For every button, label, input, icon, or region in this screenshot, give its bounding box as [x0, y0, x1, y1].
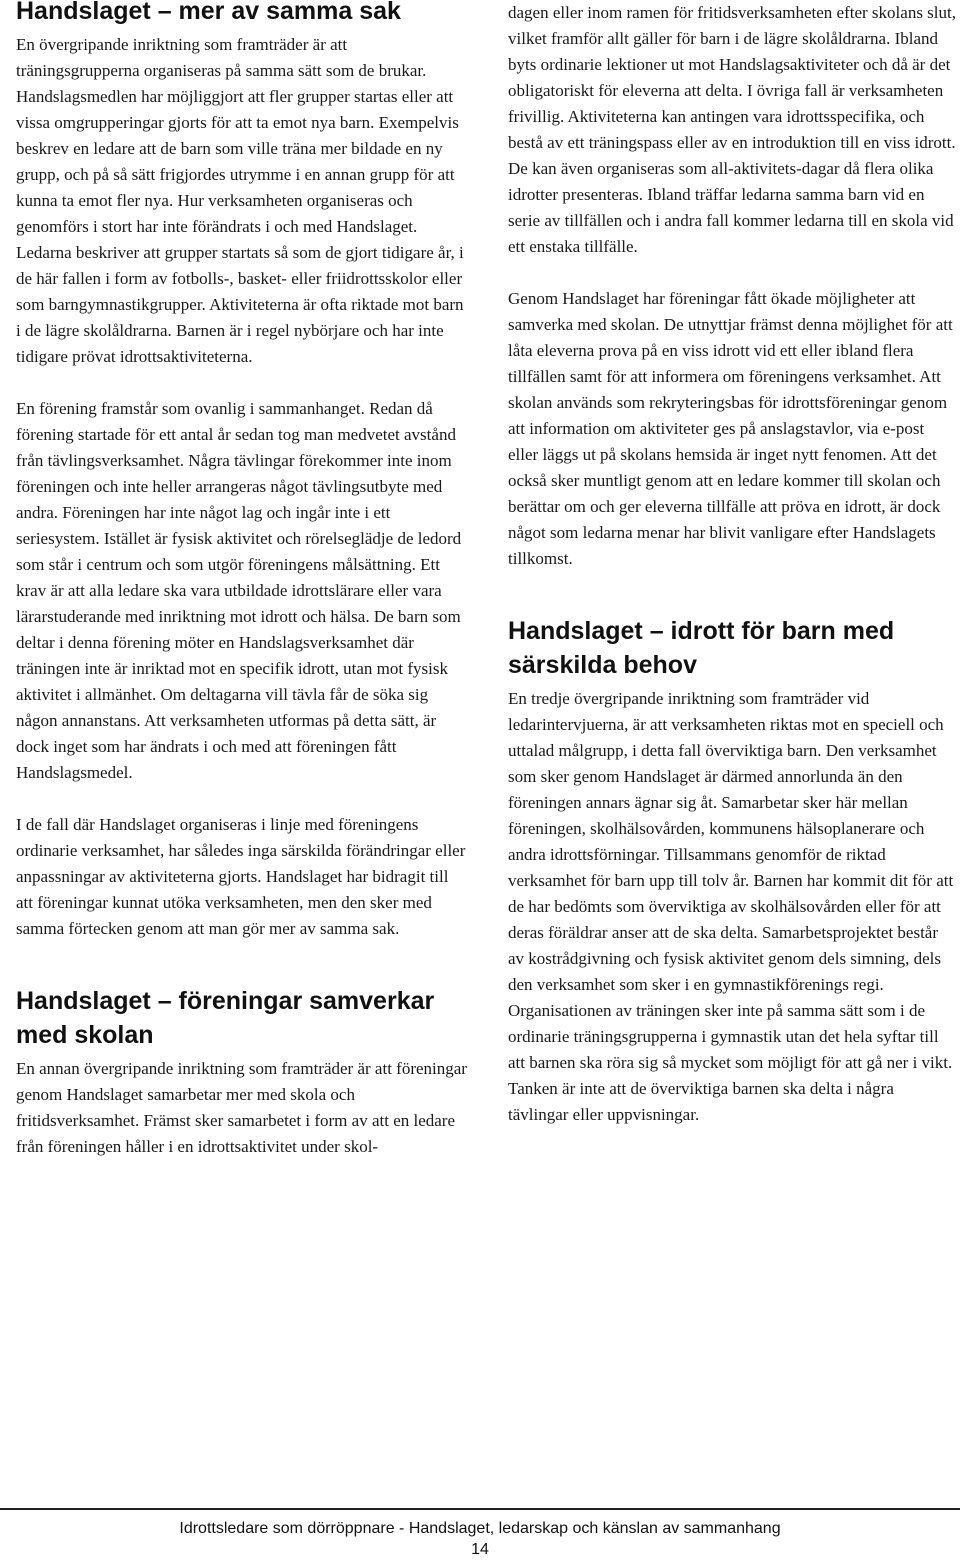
section-gap: [508, 572, 958, 614]
paragraph-gap: [16, 370, 468, 396]
section-heading-special-needs: Handslaget – idrott för barn med särskilda behov: [508, 617, 895, 679]
paragraph: dagen eller inom ramen för fritidsverksamheten efter skolans slut, vilket framför allt gäller för barn i de lägre skolåldrarna. Ibland byts ordinarie lektioner ut mot Handslagsaktiviteter och då är det obligatoriskt för eleverna att delta. I övriga fall är verksamheten frivillig. Aktiviteterna kan antingen vara idrottsspecifika, och bestå av ett träningspass eller av en introduktion till en viss idrott. De kan även organiseras som all-aktivitets-dagar då flera olika idrotter presenteras. Ibland träffar ledarna samma barn vid en serie av tillfällen och i andra fall kommer ledarna till en skola vid ett enstaka tillfälle.: [508, 3, 956, 256]
page-number: 14: [471, 1541, 489, 1558]
paragraph: En övergripande inriktning som framträder är att träningsgrupperna organiseras på samma sätt som de brukar. Handslagsmedlen har möjliggjort att fler grupper startas eller att vissa omgrupperingar gjorts för att ta emot nya barn. Exempelvis beskrev en ledare att de barn som ville träna mer bildade en ny grupp, och på så sätt frigjordes utrymme i en annan grupp för att kunna ta emot fler nya. Hur verksamheten organiseras och genomförs i stort har inte förändrats i och med Handslaget. Ledarna beskriver att grupper startats så som de gjort tidigare år, i de här fallen i form av fotbolls-, basket- eller friidrottsskolor eller som barngymnastikgrupper. Aktiviteterna är ofta riktade mot barn i de lägre skolåldrarna. Barnen är i regel nybörjare och har inte tidigare prövat idrottsaktiviteterna.: [16, 35, 464, 366]
paragraph: En annan övergripande inriktning som framträder är att föreningar genom Handslaget samarbetar mer med skola och fritidsverksamhet. Främst sker samarbetet i form av att en ledare från föreningen håller i en idrottsaktivitet under skol-: [16, 1059, 467, 1156]
paragraph-gap: [16, 786, 468, 812]
paragraph: En förening framstår som ovanlig i sammanhanget. Redan då förening startade för ett antal år sedan tog man medvetet avstånd från tävlingsverksamhet. Några tävlingar förekommer inte inom föreningen och inte heller arrangeras något tävlingsutbyte med andra. Föreningen har inte något lag och ingår inte i ett seriesystem. Istället är fysisk aktivitet och rörelseglädje de ledord som står i centrum och som utgör föreningens målsättning. Ett krav är att alla ledare ska vara utbildade idrottslärare eller vara lärarstuderande med inriktning mot idrott och hälsa. De barn som deltar i denna förening möter en Handslagsverksamhet där träningen inte är inriktad mot en specifik idrott, utan mot fysisk aktivitet i allmänhet. Om deltagarna vill tävla får de söka sig någon annanstans. Att verksamheten utformas på detta sätt, är dock inget som har ändrats i och med att föreningen fått Handslagsmedel.: [16, 399, 462, 782]
paragraph: I de fall där Handslaget organiseras i linje med föreningens ordinarie verksamhet, har således inga särskilda förändringar eller anpassningar av aktiviteterna gjorts. Handslaget har bidragit till att föreningar kunnat utöka verksamheten, men den sker med samma förtecken genom att man gör mer av samma sak.: [16, 815, 466, 938]
paragraph: En tredje övergripande inriktning som framträder vid ledarintervjuerna, är att verksamheten riktas mot en speciell och uttalad målgrupp, i detta fall överviktiga barn. Den verksamhet som sker genom Handslaget är därmed annorlunda än den föreningen annars ägnar sig åt. Samarbetar sker här mellan föreningen, skolhälsovården, kommunens hälsoplanerare och andra idrottsförningar. Tillsammans genomför de riktad verksamhet för barn upp till tolv år. Barnen har kommit dit för att de har bedömts som överviktiga av skolhälsovården eller för att deras föräldrar anser att de ska delta. Samarbetsprojektet består av kostrådgivning och fysisk aktivitet genom dels simning, dels den verksamhet som sker i en gymnastikförenings regi. Organisationen av träningen sker inte på samma sätt som i de ordinarie träningsgrupperna i gymnastik utan det hela syftar till att barnen ska röra sig så mycket som möjligt för att gå ner i vikt. Tanken är inte att de överviktiga barnen ska delta i några tävlingar eller uppvisningar.: [508, 689, 954, 1124]
footer-title: Idrottsledare som dörröppnare - Handslaget, ledarskap och känslan av sammanhang: [179, 1520, 781, 1537]
section-gap: [16, 942, 468, 984]
left-column: [16, 0, 468, 1160]
paragraph-gap: [508, 260, 958, 286]
footer-divider: [0, 1508, 960, 1510]
section-heading-same-thing: Handslaget – mer av samma sak: [16, 0, 401, 25]
right-column: [508, 0, 958, 1128]
section-heading-school-cooperation: Handslaget – föreningar samverkar med skolan: [16, 987, 435, 1049]
paragraph: Genom Handslaget har föreningar fått ökade möjligheter att samverka med skolan. De utnyttjar främst denna möjlighet för att låta eleverna prova på en viss idrott vid ett eller ibland flera tillfällen samt för att informera om föreningens verksamhet. Att skolan används som rekryteringsbas för idrottsföreningar genom att information om aktiviteter ges på anslagstavlor, via e-post eller läggs ut på skolans hemsida är inget nytt fenomen. Att det också sker muntligt genom att en ledare kommer till skolan och berättar om och ger eleverna tillfälle att pröva en idrott, är dock något som ledarna menar har blivit vanligare efter Handslagets tillkomst.: [508, 289, 953, 568]
